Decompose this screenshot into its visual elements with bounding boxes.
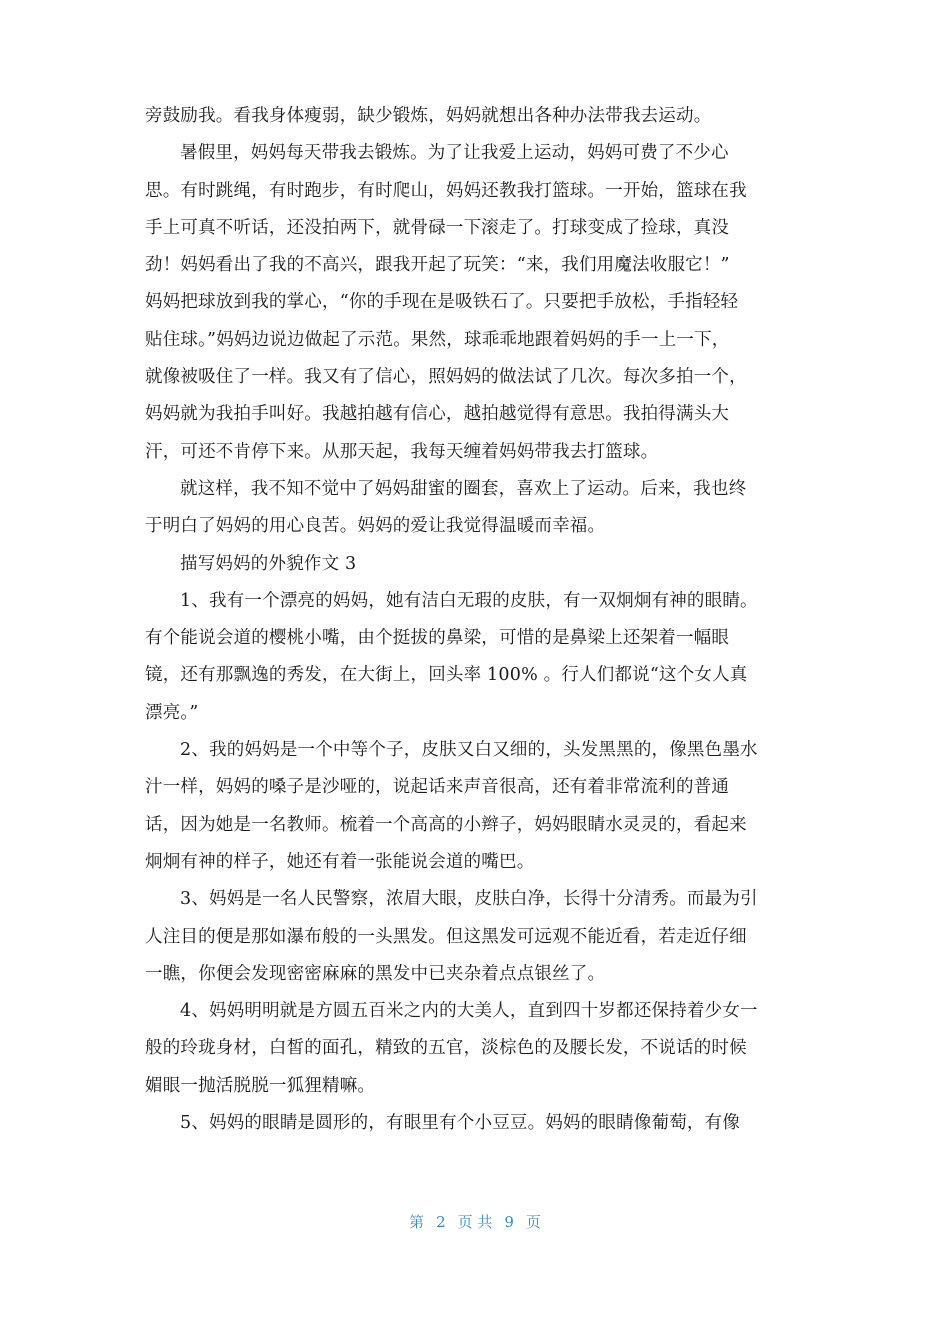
- section-heading: 描写妈妈的外貌作文 3: [180, 553, 357, 574]
- text-line: 般的玲珑身材，白皙的面孔，精致的五官，淡棕色的及腰长发，不说话的时候: [145, 1038, 747, 1059]
- text-line: 一瞧，你便会发现密密麻麻的黑发中已夹杂着点点银丝了。: [145, 963, 606, 984]
- document-body: [145, 98, 810, 1142]
- text-line: 暑假里，妈妈每天带我去锻炼。为了让我爱上运动，妈妈可费了不少心: [180, 143, 729, 164]
- page-label-suffix: 页: [525, 1213, 541, 1231]
- text-line: 炯炯有神的样子，她还有着一张能说会道的嘴巴。: [145, 851, 535, 872]
- text-line: 4、妈妈明明就是方圆五百米之内的大美人，直到四十岁都还保持着少女一: [180, 1001, 758, 1022]
- text-line: 于明白了妈妈的用心良苦。妈妈的爱让我觉得温暖而幸福。: [145, 516, 606, 537]
- text-line: 思。有时跳绳，有时跑步，有时爬山，妈妈还教我打篮球。一开始，篮球在我: [145, 180, 747, 201]
- text-line: 漂亮。”: [145, 702, 199, 723]
- page-footer: [0, 1211, 950, 1232]
- text-line: 手上可真不听话，还没拍两下，就骨碌一下滚走了。打球变成了捡球，真没: [145, 217, 730, 238]
- text-line: 就像被吸住了一样。我又有了信心，照妈妈的做法试了几次。每次多拍一个，: [145, 367, 747, 388]
- text-line: 5、妈妈的眼睛是圆形的，有眼里有个小豆豆。妈妈的眼睛像葡萄，有像: [180, 1113, 741, 1134]
- current-page-number: 2: [436, 1213, 446, 1231]
- text-line: 汁一样，妈妈的嗓子是沙哑的，说起话来声音很高，还有着非常流利的普通: [145, 777, 730, 798]
- text-line: 妈妈就为我拍手叫好。我越拍越有信心，越拍越觉得有意思。我拍得满头大: [145, 404, 730, 425]
- text-line: 3、妈妈是一名人民警察，浓眉大眼，皮肤白净，长得十分清秀。而最为引: [180, 889, 758, 910]
- text-line: 贴住球。”妈妈边说边做起了示范。果然，球乖乖地跟着妈妈的手一上一下，: [145, 329, 730, 350]
- text-line: 1、我有一个漂亮的妈妈，她有洁白无瑕的皮肤，有一双炯炯有神的眼睛。: [180, 590, 758, 611]
- text-line: 2、我的妈妈是一个中等个子，皮肤又白又细的，头发黑黑的，像黑色墨水: [180, 740, 758, 761]
- text-line: 妈妈把球放到我的掌心，“你的手现在是吸铁石了。只要把手放松，手指轻轻: [145, 292, 739, 313]
- total-pages-number: 9: [504, 1213, 514, 1231]
- text-line: 就这样，我不知不觉中了妈妈甜蜜的圈套，喜欢上了运动。后来，我也终: [180, 478, 747, 499]
- page-label-middle: 页 共: [457, 1213, 493, 1231]
- text-line: 有个能说会道的樱桃小嘴，由个挺拔的鼻梁，可惜的是鼻梁上还架着一幅眼: [145, 628, 730, 649]
- text-line: 劲！妈妈看出了我的不高兴，跟我开起了玩笑：“来，我们用魔法收服它！”: [145, 255, 730, 276]
- text-line: 媚眼一抛活脱脱一狐狸精嘛。: [145, 1075, 376, 1096]
- text-line: 镜，还有那飘逸的秀发，在大街上，回头率 100% 。行人们都说“这个女人真: [145, 665, 748, 686]
- page-label-prefix: 第: [409, 1213, 425, 1231]
- text-line: 汗，可还不肯停下来。从那天起，我每天缠着妈妈带我去打篮球。: [145, 441, 659, 462]
- text-line: 旁鼓励我。看我身体瘦弱，缺少锻炼，妈妈就想出各种办法带我去运动。: [145, 106, 712, 126]
- text-line: 话，因为她是一名教师。梳着一个高高的小辫子，妈妈眼睛水灵灵的，看起来: [145, 814, 747, 835]
- text-line: 人注目的便是那如瀑布般的一头黑发。但这黑发可远观不能近看，若走近仔细: [145, 926, 747, 947]
